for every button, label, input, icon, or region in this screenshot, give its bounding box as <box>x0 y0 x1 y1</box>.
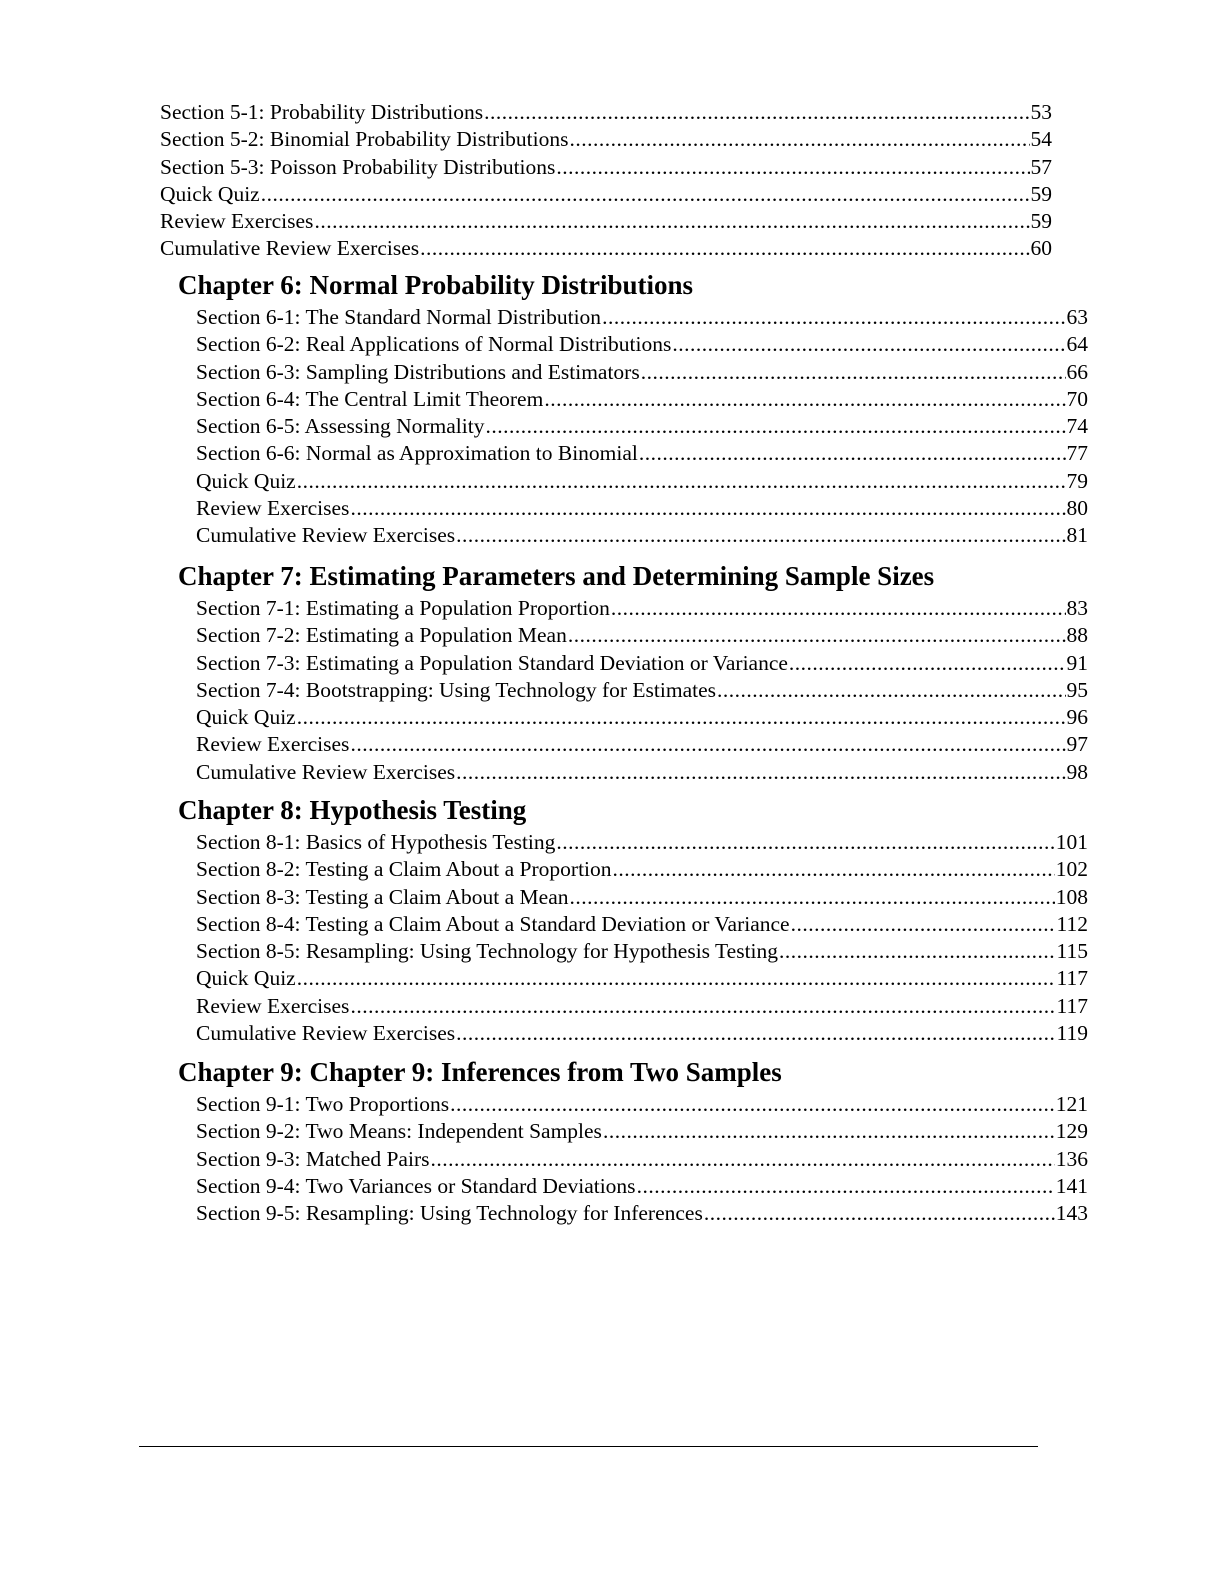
toc-dot-leader <box>641 359 1066 386</box>
toc-entry[interactable] <box>196 965 1088 992</box>
toc-entry[interactable] <box>160 181 1052 208</box>
toc-entry-label: Section 5-3: Poisson Probability Distributions <box>160 154 556 179</box>
toc-entry-page: 59 <box>1030 209 1052 234</box>
toc-entry-label: Section 8-1: Basics of Hypothesis Testing <box>196 830 556 854</box>
toc-entry-label: Section 8-5: Resampling: Using Technology for Hypothesis Testing <box>196 939 779 964</box>
toc-dot-leader <box>556 829 1054 856</box>
toc-entry-label: Section 5-2: Binomial Probability Distributions <box>160 127 569 152</box>
toc-entry-page: 117 <box>1056 993 1088 1018</box>
toc-dot-leader <box>350 495 1065 522</box>
toc-entry-label: Cumulative Review Exercises <box>196 1021 456 1046</box>
toc-entry[interactable] <box>196 413 1088 440</box>
toc-entry-label: Section 8-2: Testing a Claim About a Proportion <box>196 857 612 882</box>
toc-dot-leader <box>450 1091 1055 1118</box>
toc-dot-leader <box>611 595 1066 622</box>
toc-dot-leader <box>570 884 1055 911</box>
chapter-entries <box>196 829 1088 1047</box>
toc-dot-leader <box>456 522 1065 549</box>
toc-entry[interactable] <box>196 595 1088 622</box>
toc-entry-page: 59 <box>1030 181 1052 206</box>
toc-entry[interactable] <box>196 304 1088 331</box>
toc-entry-label: Quick Quiz <box>196 966 296 991</box>
toc-dot-leader <box>350 731 1065 758</box>
toc-entry-label: Cumulative Review Exercises <box>196 759 456 784</box>
toc-entry[interactable] <box>160 235 1052 262</box>
toc-dot-leader <box>672 331 1065 358</box>
toc-entry-page: 79 <box>1066 468 1088 493</box>
toc-entry-page: 108 <box>1055 884 1088 909</box>
toc-entry[interactable] <box>196 622 1088 649</box>
toc-dot-leader <box>602 304 1065 331</box>
toc-entry-page: 64 <box>1066 332 1088 357</box>
toc-entry-page: 60 <box>1030 236 1052 261</box>
toc-dot-leader <box>639 440 1066 467</box>
toc-entry-page: 83 <box>1066 596 1088 620</box>
toc-entry[interactable] <box>196 677 1088 704</box>
toc-entry-label: Quick Quiz <box>196 705 296 730</box>
toc-entry-page: 81 <box>1066 523 1088 548</box>
toc-dot-leader <box>297 468 1066 495</box>
toc-entry[interactable] <box>196 1200 1088 1227</box>
toc-entry-label: Section 6-1: The Standard Normal Distribution <box>196 305 602 329</box>
toc-entry[interactable] <box>196 650 1088 677</box>
toc-dot-leader <box>613 856 1055 883</box>
toc-entry-page: 115 <box>1056 939 1088 964</box>
toc-entry-page: 63 <box>1066 305 1088 329</box>
toc-entry-label: Review Exercises <box>196 993 350 1018</box>
toc-dot-leader <box>485 413 1065 440</box>
toc-dot-leader <box>297 704 1066 731</box>
toc-entry-page: 53 <box>1030 100 1052 124</box>
toc-lead-entries <box>160 99 1052 263</box>
toc-entry-page: 57 <box>1030 154 1052 179</box>
toc-dot-leader <box>568 622 1066 649</box>
toc-entry-label: Section 9-4: Two Variances or Standard Deviations <box>196 1173 636 1198</box>
toc-chapter-6 <box>178 270 1088 550</box>
toc-dot-leader <box>456 759 1065 786</box>
toc-entry[interactable] <box>196 829 1088 856</box>
toc-entry[interactable] <box>196 1118 1088 1145</box>
toc-dot-leader <box>261 181 1030 208</box>
toc-entry-page: 97 <box>1066 732 1088 757</box>
toc-entry-label: Section 9-2: Two Means: Independent Samples <box>196 1119 602 1144</box>
toc-entry-page: 143 <box>1055 1201 1088 1226</box>
toc-entry[interactable] <box>160 154 1052 181</box>
toc-entry-page: 136 <box>1055 1146 1088 1171</box>
toc-entry-label: Section 7-4: Bootstrapping: Using Technology for Estimates <box>196 677 717 702</box>
toc-entry-label: Review Exercises <box>196 496 350 521</box>
toc-chapter-9 <box>178 1057 1088 1227</box>
toc-entry[interactable] <box>196 911 1088 938</box>
toc-entry-label: Section 8-3: Testing a Claim About a Mean <box>196 884 569 909</box>
toc-dot-leader <box>779 938 1056 965</box>
toc-entry[interactable] <box>196 993 1088 1020</box>
toc-entry-label: Review Exercises <box>160 209 314 234</box>
toc-dot-leader <box>717 677 1065 704</box>
toc-entry-page: 117 <box>1056 966 1088 991</box>
toc-entry-label: Cumulative Review Exercises <box>196 523 456 548</box>
toc-entry-label: Section 9-3: Matched Pairs <box>196 1146 430 1171</box>
toc-entry-label: Review Exercises <box>196 732 350 757</box>
toc-entry-label: Section 8-4: Testing a Claim About a Standard Deviation or Variance <box>196 911 790 936</box>
toc-entry[interactable] <box>196 1091 1088 1118</box>
chapter-title[interactable]: Chapter 8: Hypothesis Testing <box>178 795 527 825</box>
toc-entry-page: 112 <box>1056 911 1088 936</box>
toc-entry-page: 98 <box>1066 759 1088 784</box>
toc-entry[interactable] <box>160 208 1052 235</box>
toc-dot-leader <box>637 1173 1055 1200</box>
toc-entry-label: Section 6-2: Real Applications of Normal Distributions <box>196 332 672 357</box>
toc-dot-leader <box>556 154 1029 181</box>
toc-entry-label: Section 5-1: Probability Distributions <box>160 100 484 124</box>
toc-entry[interactable] <box>196 759 1088 786</box>
toc-entry[interactable] <box>196 386 1088 413</box>
footer-divider <box>139 1446 1038 1447</box>
toc-entry[interactable] <box>196 522 1088 549</box>
toc-entry-page: 119 <box>1056 1021 1088 1046</box>
toc-entry-page: 95 <box>1066 677 1088 702</box>
toc-entry[interactable] <box>196 731 1088 758</box>
toc-chapter-7 <box>178 561 1088 786</box>
toc-entry-page: 96 <box>1066 705 1088 730</box>
chapter-entries <box>196 595 1088 786</box>
toc-dot-leader <box>791 911 1056 938</box>
toc-entry-page: 129 <box>1055 1119 1088 1144</box>
toc-entry-page: 91 <box>1066 650 1088 675</box>
toc-entry[interactable] <box>196 884 1088 911</box>
chapter-title[interactable]: Chapter 9: Chapter 9: Inferences from Two Samples <box>178 1057 782 1087</box>
toc-dot-leader <box>420 235 1029 262</box>
toc-entry-page: 102 <box>1055 857 1088 882</box>
toc-entry[interactable] <box>196 495 1088 522</box>
chapter-entries <box>196 1091 1088 1227</box>
toc-entry[interactable] <box>196 440 1088 467</box>
toc-entry-label: Section 6-6: Normal as Approximation to Binomial <box>196 441 638 466</box>
toc-entry-page: 70 <box>1066 386 1088 411</box>
toc-dot-leader <box>603 1118 1055 1145</box>
toc-entry[interactable] <box>196 468 1088 495</box>
toc-entry-label: Section 7-2: Estimating a Population Mean <box>196 623 567 648</box>
toc-entry-page: 88 <box>1066 623 1088 648</box>
toc-dot-leader <box>350 993 1055 1020</box>
chapter-title[interactable]: Chapter 6: Normal Probability Distributions <box>178 270 694 300</box>
toc-entry[interactable] <box>196 1020 1088 1047</box>
toc-entry-label: Quick Quiz <box>160 181 260 206</box>
toc-entry-label: Quick Quiz <box>196 468 296 493</box>
toc-entry-label: Section 7-3: Estimating a Population Standard Deviation or Variance <box>196 650 788 675</box>
toc-entry-page: 54 <box>1030 127 1052 152</box>
toc-entry-page: 101 <box>1055 830 1088 854</box>
toc-entry-label: Section 9-5: Resampling: Using Technology for Inferences <box>196 1201 703 1226</box>
toc-entry-label: Cumulative Review Exercises <box>160 236 420 261</box>
toc-entry[interactable] <box>196 1173 1088 1200</box>
toc-entry-page: 66 <box>1066 359 1088 384</box>
toc-entry-page: 80 <box>1066 496 1088 521</box>
toc-entry[interactable] <box>196 856 1088 883</box>
chapter-title[interactable]: Chapter 7: Estimating Parameters and Determining Sample Sizes <box>178 561 935 591</box>
toc-dot-leader <box>484 99 1029 126</box>
toc-entry-label: Section 7-1: Estimating a Population Proportion <box>196 596 610 620</box>
toc-entry[interactable] <box>160 99 1052 126</box>
toc-entry[interactable] <box>160 126 1052 153</box>
toc-entry[interactable] <box>196 938 1088 965</box>
toc-dot-leader <box>297 965 1056 992</box>
toc-entry[interactable] <box>196 1146 1088 1173</box>
toc-dot-leader <box>314 208 1029 235</box>
toc-entry[interactable] <box>196 331 1088 358</box>
toc-entry-label: Section 6-5: Assessing Normality <box>196 414 485 439</box>
toc-entry-label: Section 9-1: Two Proportions <box>196 1092 450 1116</box>
toc-dot-leader <box>544 386 1065 413</box>
toc-entry-page: 74 <box>1066 414 1088 439</box>
toc-chapter-8 <box>178 795 1088 1047</box>
toc-entry-page: 77 <box>1066 441 1088 466</box>
toc-dot-leader <box>456 1020 1055 1047</box>
toc-dot-leader <box>789 650 1066 677</box>
toc-entry-page: 141 <box>1055 1173 1088 1198</box>
toc-entry-label: Section 6-3: Sampling Distributions and Estimators <box>196 359 640 384</box>
chapter-entries <box>196 304 1088 550</box>
toc-dot-leader <box>704 1200 1055 1227</box>
toc-dot-leader <box>570 126 1030 153</box>
toc-entry-page: 121 <box>1055 1092 1088 1116</box>
toc-dot-leader <box>430 1146 1054 1173</box>
toc-entry-label: Section 6-4: The Central Limit Theorem <box>196 386 544 411</box>
toc-entry[interactable] <box>196 704 1088 731</box>
toc-entry[interactable] <box>196 359 1088 386</box>
